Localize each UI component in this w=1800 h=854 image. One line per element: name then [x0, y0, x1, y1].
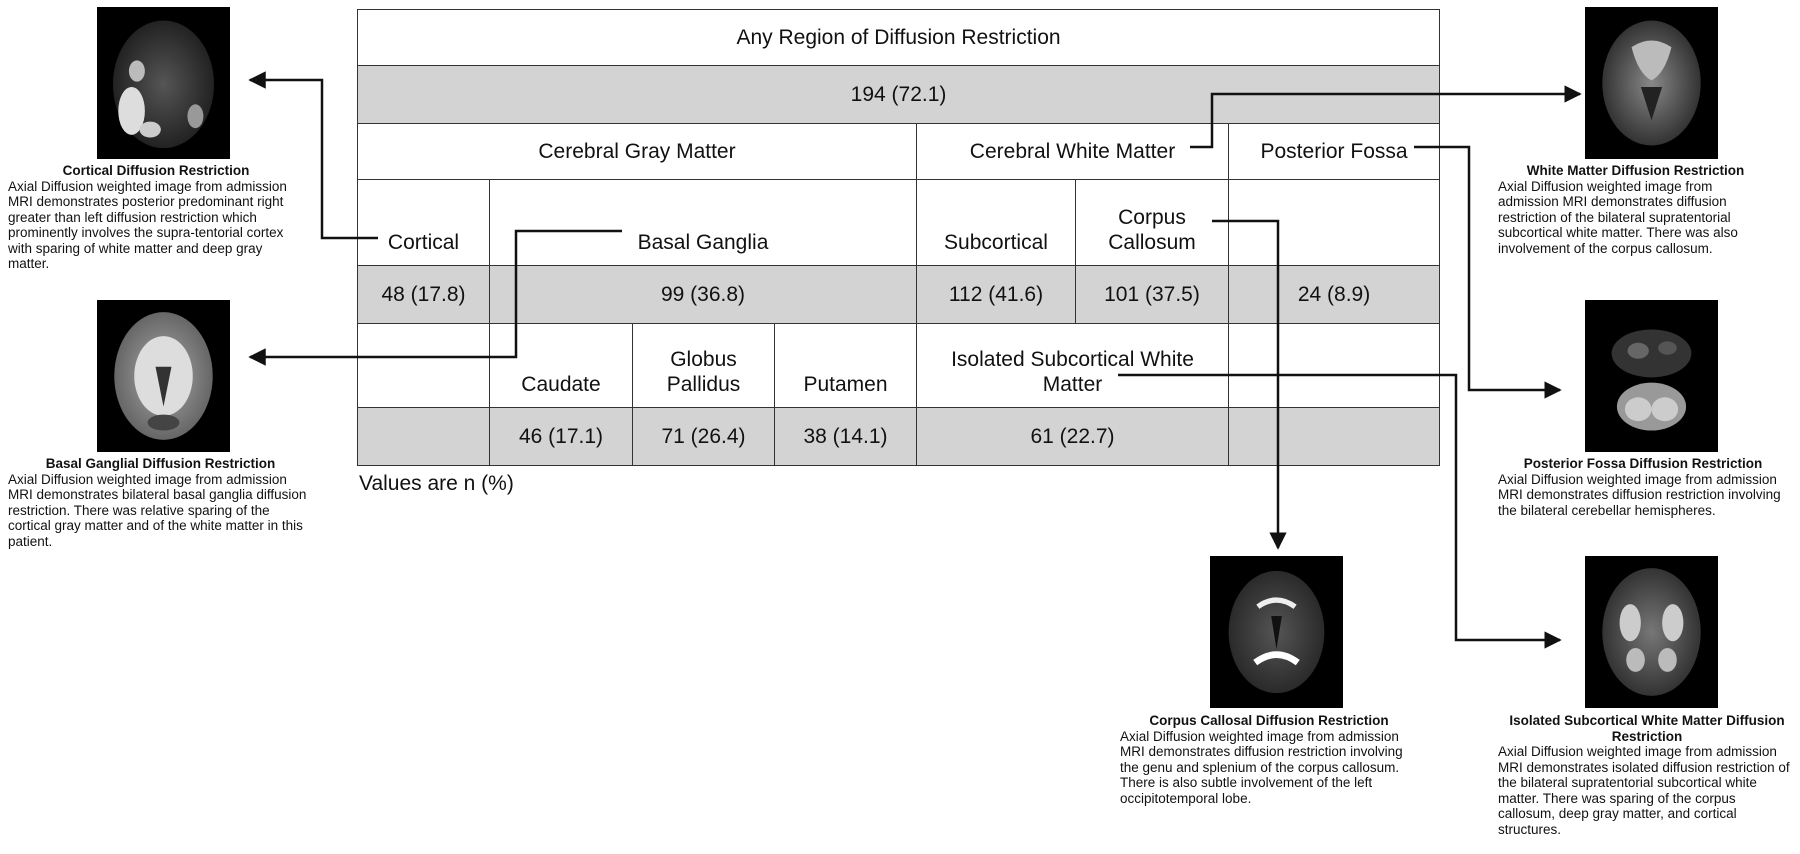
corpus-callosum-caption-text: Axial Diffusion weighted image from admission MRI demonstrates diffusion restriction involving the genu and splenium of the corpus callosum. There is also subtle involvement of the left occipitotemporal lobe.: [1120, 728, 1403, 806]
empty-cell: [1229, 180, 1440, 266]
cortical-header: Cortical: [358, 180, 490, 266]
isolated-subcortical-header: Isolated Subcortical White Matter: [917, 324, 1229, 408]
diffusion-restriction-table: [357, 9, 1440, 466]
cortical-caption-title: Cortical Diffusion Restriction: [62, 163, 250, 178]
posterior-fossa-header: Posterior Fossa: [1229, 124, 1440, 180]
white-matter-caption-title: White Matter Diffusion Restriction: [1526, 163, 1745, 178]
basal-caption-title: Basal Ganglial Diffusion Restriction: [45, 456, 276, 471]
posterior-fossa-caption-title: Posterior Fossa Diffusion Restriction: [1523, 456, 1763, 471]
cortical-caption-text: Axial Diffusion weighted image from admission MRI demonstrates posterior predominant right greater than left diffusion restriction which prominently involves the supra-tentorial cortex with sparing of white matter and deep gray matter.: [8, 178, 287, 271]
basal-ganglia-mri-image: [97, 300, 230, 452]
caudate-value: 46 (17.1): [490, 408, 633, 466]
white-matter-caption-text: Axial Diffusion weighted image from admission MRI demonstrates diffusion restriction of the bilateral supratentorial subcortical white matter. There was also involvement of the corpus callosum.: [1498, 178, 1738, 256]
isolated-subcortical-caption: [1498, 713, 1796, 837]
cerebral-white-matter-header: Cerebral White Matter: [917, 124, 1229, 180]
empty-cell: [1229, 324, 1440, 408]
posterior-fossa-caption-text: Axial Diffusion weighted image from admission MRI demonstrates diffusion restriction involving the bilateral cerebellar hemispheres.: [1498, 471, 1781, 518]
isolated-subcortical-mri-image: [1585, 556, 1718, 708]
posterior-fossa-mri-image: [1585, 300, 1718, 452]
basal-caption-text: Axial Diffusion weighted image from admission MRI demonstrates bilateral basal ganglia diffusion restriction. There was relative sparing of the cortical gray matter and of the white matter in this patient.: [8, 471, 307, 549]
values-note: Values are n (%): [359, 472, 514, 495]
white-matter-mri-image: [1585, 7, 1718, 159]
posterior-fossa-caption: [1498, 456, 1788, 518]
corpus-callosum-value: 101 (37.5): [1076, 266, 1229, 324]
corpus-callosum-caption-title: Corpus Callosal Diffusion Restriction: [1149, 713, 1389, 728]
subcortical-header: Subcortical: [917, 180, 1076, 266]
cortical-value: 48 (17.8): [358, 266, 490, 324]
basal-ganglia-value: 99 (36.8): [490, 266, 917, 324]
basal-ganglia-header: Basal Ganglia: [490, 180, 917, 266]
any-region-header: Any Region of Diffusion Restriction: [358, 10, 1440, 66]
corpus-callosum-header: Corpus Callosum: [1076, 180, 1229, 266]
globus-pallidus-value: 71 (26.4): [633, 408, 775, 466]
putamen-header: Putamen: [775, 324, 917, 408]
any-region-value: 194 (72.1): [358, 66, 1440, 124]
corpus-callosum-caption: [1120, 713, 1418, 806]
caudate-header: Caudate: [490, 324, 633, 408]
subcortical-value: 112 (41.6): [917, 266, 1076, 324]
putamen-value: 38 (14.1): [775, 408, 917, 466]
cortical-mri-image: [97, 7, 230, 159]
corpus-callosum-mri-image: [1210, 556, 1343, 708]
empty-cell: [1229, 408, 1440, 466]
cortical-caption: [8, 163, 304, 272]
isolated-subcortical-value: 61 (22.7): [917, 408, 1229, 466]
posterior-fossa-value: 24 (8.9): [1229, 266, 1440, 324]
globus-pallidus-header: Globus Pallidus: [633, 324, 775, 408]
cerebral-gray-matter-header: Cerebral Gray Matter: [358, 124, 917, 180]
isolated-subcortical-caption-text: Axial Diffusion weighted image from admission MRI demonstrates isolated diffusion restriction of the bilateral supratentorial subcortical white matter. There was sparing of the corpus callosum, deep gray matter, and cortical structures.: [1498, 744, 1790, 837]
white-matter-caption: [1498, 163, 1773, 256]
isolated-subcortical-caption-title: Isolated Subcortical White Matter Diffusion Restriction: [1509, 713, 1785, 744]
basal-caption: [8, 456, 313, 549]
empty-cell: [358, 324, 490, 408]
empty-cell: [358, 408, 490, 466]
